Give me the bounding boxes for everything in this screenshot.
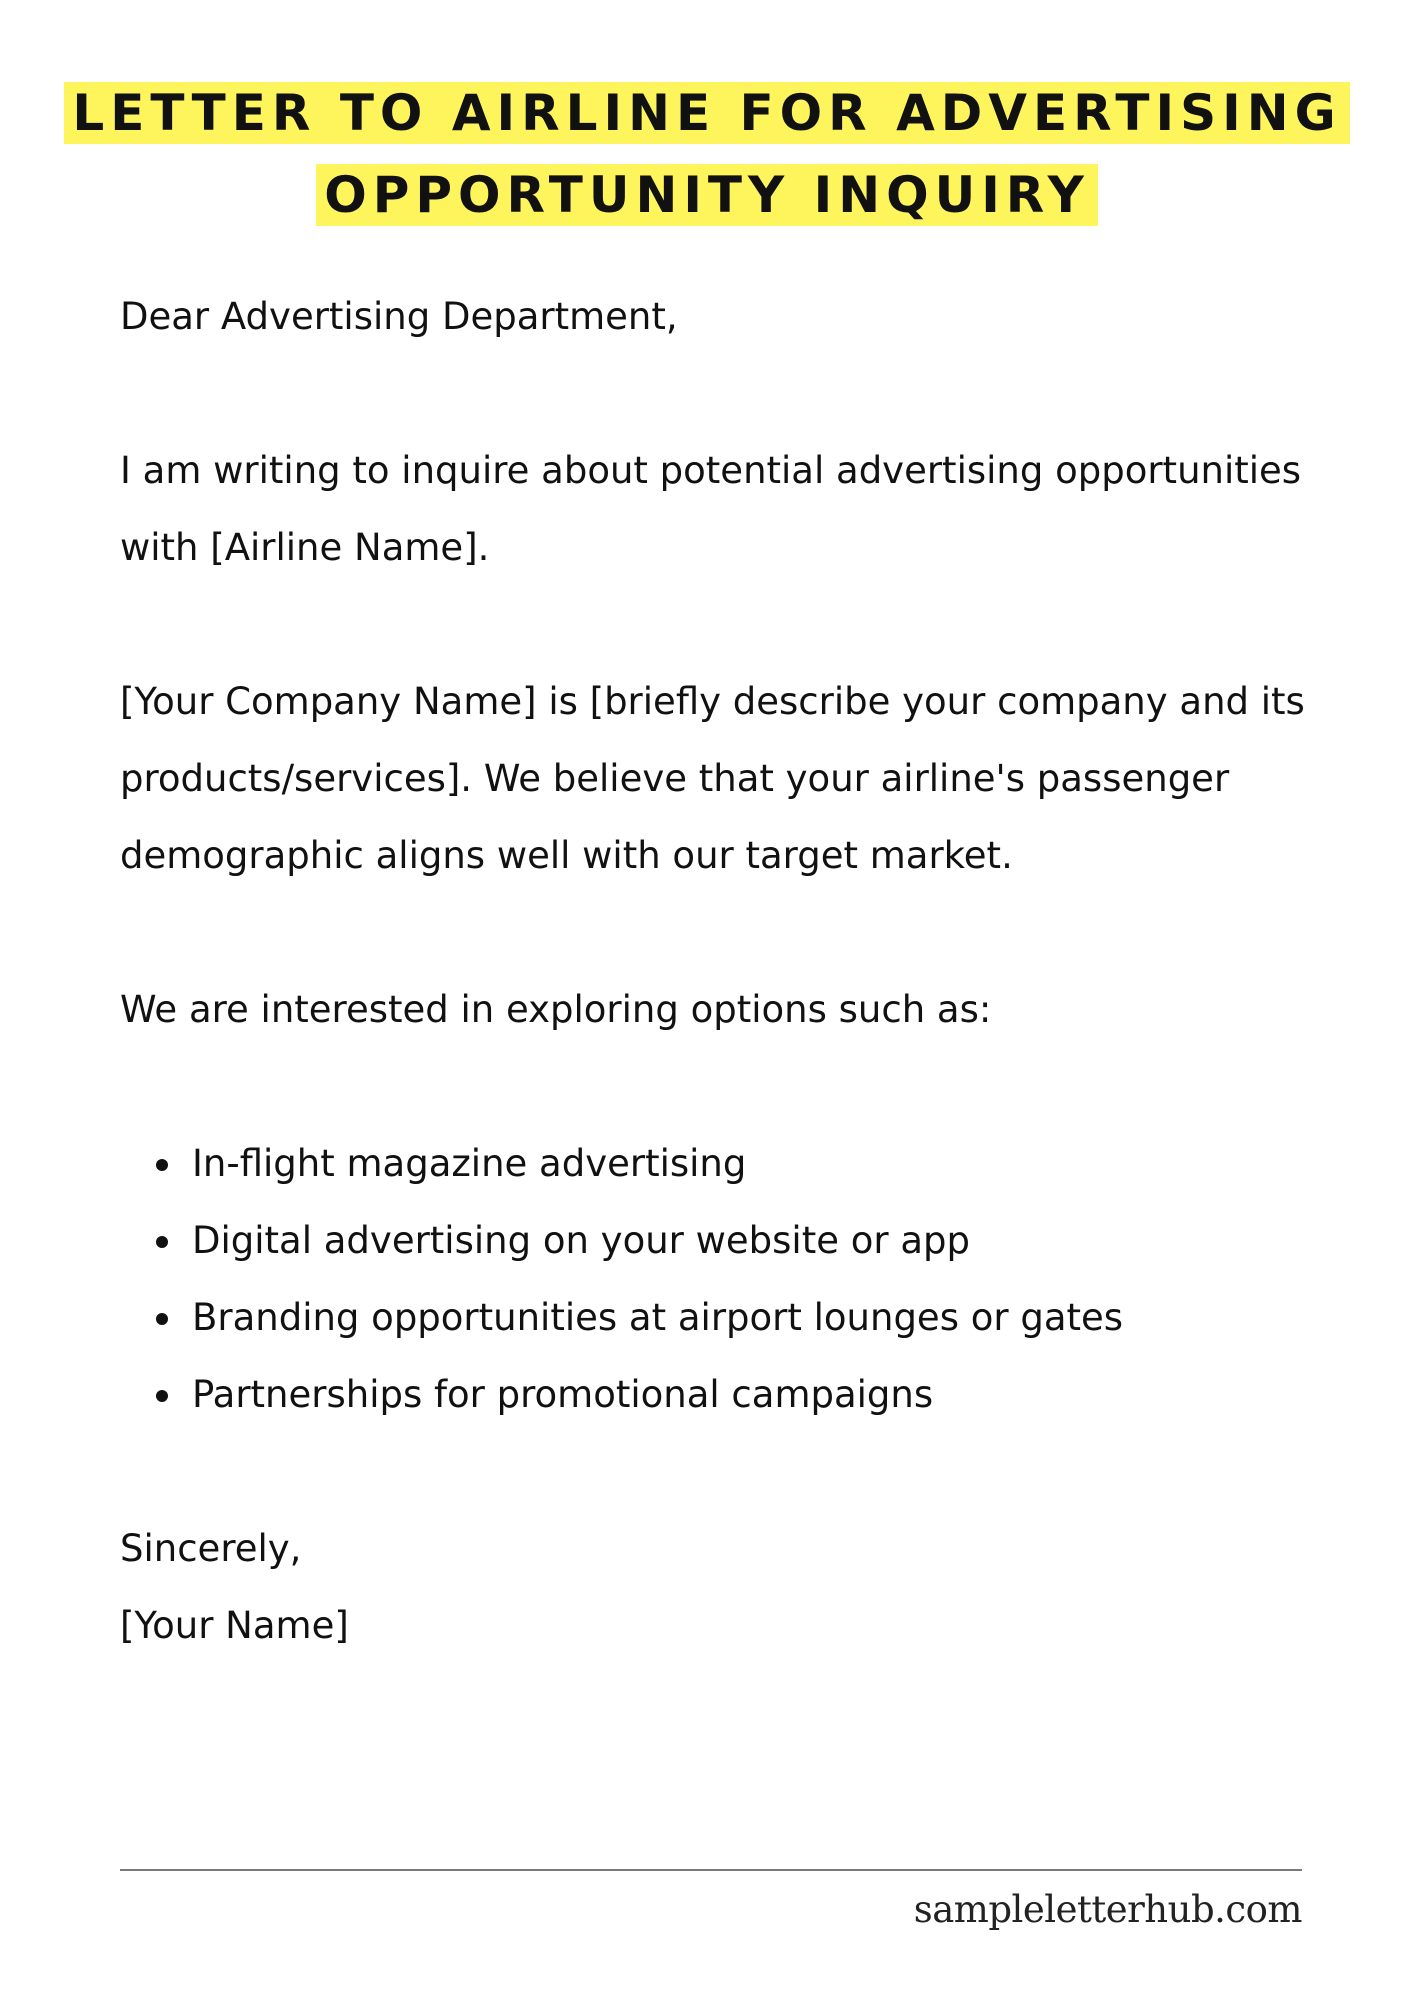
footer-divider <box>120 1869 1302 1871</box>
list-item: Branding opportunities at airport lounges or gates <box>192 1279 1360 1356</box>
intro-paragraph: I am writing to inquire about potential advertising opportunities with [Airline Name]. <box>120 449 1302 569</box>
list-item: Partnerships for promotional campaigns <box>192 1356 1360 1433</box>
options-list <box>120 1125 1360 1433</box>
signoff <box>120 1510 1360 1664</box>
letter-title <box>0 72 1414 236</box>
signature-placeholder: [Your Name] <box>120 1604 349 1647</box>
list-item: Digital advertising on your website or app <box>192 1202 1360 1279</box>
letter-body <box>120 278 1360 1664</box>
footer-site-name: sampleletterhub.com <box>913 1888 1302 1931</box>
closing: Sincerely, <box>120 1527 302 1570</box>
company-paragraph: [Your Company Name] is [briefly describe your company and its products/services]. We believe that your airline's passenger demographic aligns well with our target market. <box>120 680 1305 877</box>
title-highlight: LETTER TO AIRLINE FOR ADVERTISING OPPORTUNITY INQUIRY <box>64 82 1349 226</box>
salutation: Dear Advertising Department, <box>120 295 678 338</box>
list-item: In-flight magazine advertising <box>192 1125 1360 1202</box>
options-intro: We are interested in exploring options such as: <box>120 988 992 1031</box>
